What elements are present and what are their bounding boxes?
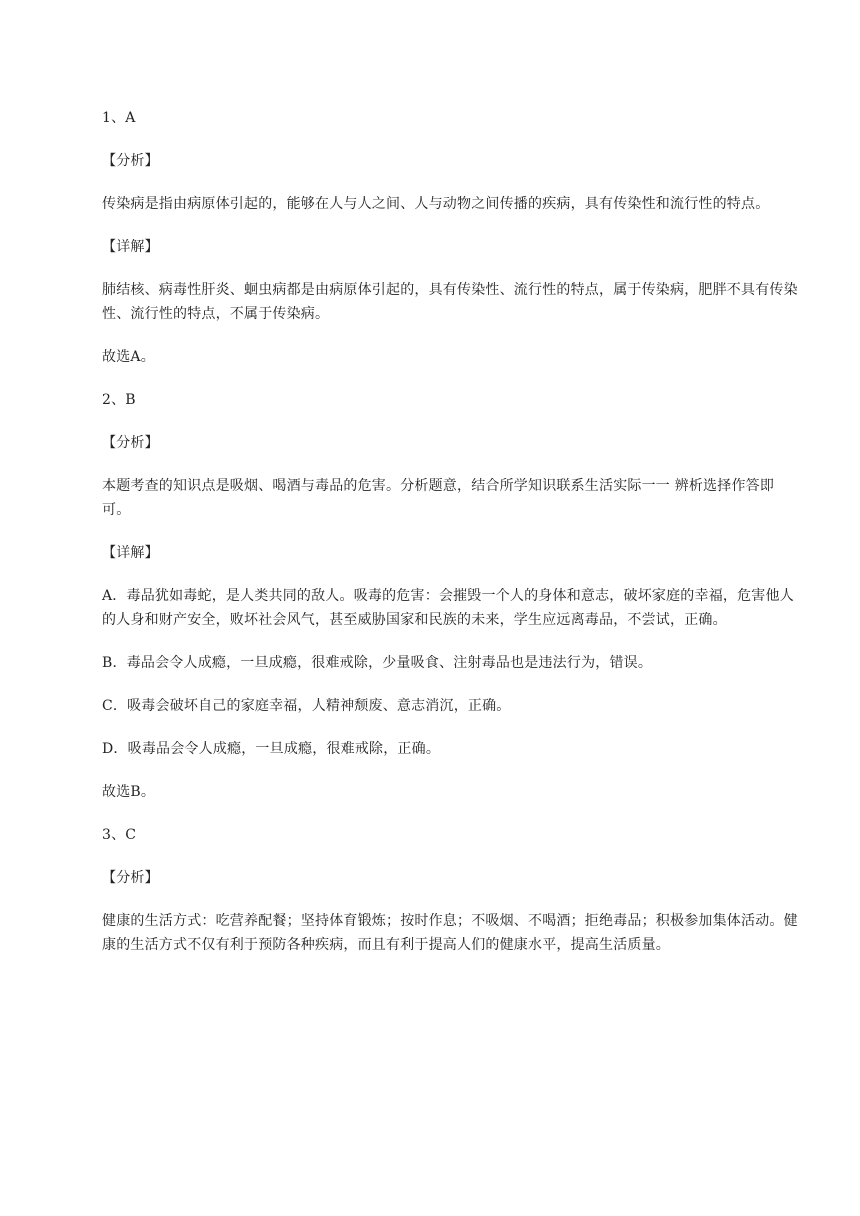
analysis-paragraph: 本题考查的知识点是吸烟、喝酒与毒品的危害。分析题意，结合所学知识联系生活实际一一 辨析选择作答即可。 <box>102 478 775 518</box>
explanation-heading: 【详解】 <box>102 239 159 255</box>
analysis-heading: 【分析】 <box>102 153 159 169</box>
answer-2: 2、B <box>102 392 136 408</box>
option-b-paragraph: B．毒品会令人成瘾，一旦成瘾，很难戒除，少量吸食、注射毒品也是违法行为，错误。 <box>102 655 653 671</box>
explanation-heading: 【详解】 <box>102 545 159 561</box>
option-d-paragraph: D．吸毒品会令人成瘾，一旦成瘾，很难戒除，正确。 <box>102 741 441 757</box>
choice-conclusion: 故选B。 <box>102 784 156 800</box>
option-a-paragraph: A．毒品犹如毒蛇，是人类共同的敌人。吸毒的危害：会摧毁一个人的身体和意志，破坏家庭的幸福，危害他人的人身和财产安全，败坏社会风气，甚至威胁国家和民族的未来，学生应远离毒品，不尝试，正确。 <box>102 588 794 628</box>
document-content <box>102 106 802 957</box>
analysis-paragraph: 健康的生活方式：吃营养配餐；坚持体育锻炼；按时作息；不吸烟、不喝酒；拒绝毒品；积极参加集体活动。健康的生活方式不仅有利于预防各种疾病，而且有利于提高人们的健康水平，提高生活质量。 <box>102 913 798 953</box>
analysis-heading: 【分析】 <box>102 435 159 451</box>
answer-1: 1、A <box>102 110 136 126</box>
answer-3: 3、C <box>102 827 137 843</box>
analysis-heading: 【分析】 <box>102 870 159 886</box>
option-c-paragraph: C．吸毒会破坏自己的家庭幸福，人精神颓废、意志消沉，正确。 <box>102 698 511 714</box>
choice-conclusion: 故选A。 <box>102 349 155 365</box>
analysis-paragraph: 传染病是指由病原体引起的，能够在人与人之间、人与动物之间传播的疾病，具有传染性和流行性的特点。 <box>102 196 770 212</box>
explanation-paragraph: 肺结核、病毒性肝炎、蛔虫病都是由病原体引起的，具有传染性、流行性的特点，属于传染病，肥胖不具有传染性、流行性的特点，不属于传染病。 <box>102 282 798 322</box>
